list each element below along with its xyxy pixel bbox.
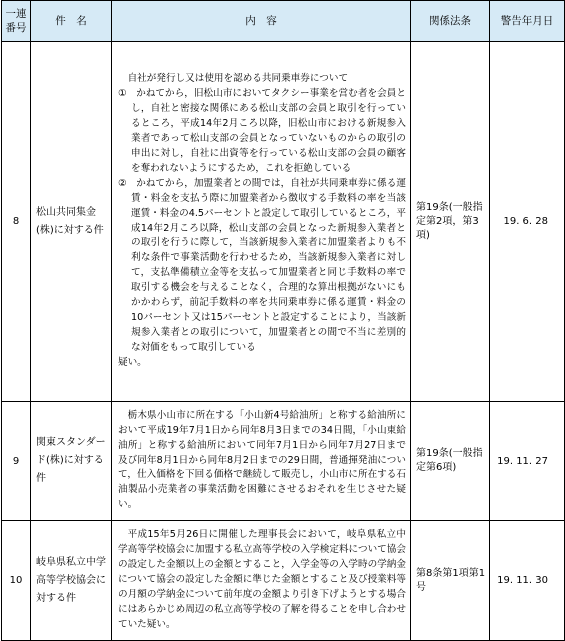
row-warning-date: 19. 11. 27 bbox=[490, 402, 565, 521]
row-content: 栃木県小山市に所在する「小山新4号給油所」と称する給油所において平成19年7月1日から同年8月3日までの34日間，「小山東給油所」と称する給油所において同年7月1日から同年7月27日まで及び同年8月1日から同年8月2日までの29日間，普通揮発油について，仕入価格を下回る価格で継続して販売し，小山市に所在する石油製品小売業者の事業活動を困難にさせるおそれを生じさせた疑い。 bbox=[112, 402, 411, 521]
row-content: 平成15年5月26日に開催した理事長会において，岐阜県私立中学高等学校協会に加盟する私立高等学校の入学検定料について協会の設定した金額以上の金額とすること，入学金等の入学時の学納金について協会の設定した金額に準じた金額とすること及び授業料等の月額の学納金について前年度の金額より引き下げようとする場合にはあらかじめ周辺の私立高等学校の了解を得ることを申し合わせていた疑い。 bbox=[112, 521, 411, 641]
row-warning-date: 19. 11. 30 bbox=[490, 521, 565, 641]
row-related-law: 第19条(一般指定第2項，第3項) bbox=[411, 42, 490, 402]
row-case-name: 関東スタンダード(株)に対する件 bbox=[31, 402, 112, 521]
table-row bbox=[2, 42, 565, 402]
header-content: 内 容 bbox=[112, 1, 411, 42]
row-serial-number: 10 bbox=[2, 521, 31, 641]
header-serial-number bbox=[2, 1, 31, 42]
header-warning-date: 警告年月日 bbox=[490, 1, 565, 42]
header-serial-line1: 一連 bbox=[5, 7, 27, 20]
table-row bbox=[2, 521, 565, 641]
header-case-name: 件 名 bbox=[31, 1, 112, 42]
header-serial-line2: 番号 bbox=[5, 22, 27, 34]
row-case-name: 岐阜県私立中学高等学校協会に対する件 bbox=[31, 521, 112, 641]
warning-cases-table bbox=[1, 0, 565, 641]
table-header-row bbox=[2, 1, 565, 42]
row-related-law: 第8条第1項第1号 bbox=[411, 521, 490, 641]
row-case-name: 松山共同集金(株)に対する件 bbox=[31, 42, 112, 402]
header-related-law: 関係法条 bbox=[411, 1, 490, 42]
row-content bbox=[112, 42, 411, 402]
content-item-1: ① かねてから，旧松山市においてタクシー事業を営む者を会員とし，自社と密接な関係にある松山支部の会員と取引を行っているところ，平成14年2月ころ以降，旧松山市における新規参入業者であって松山支部の会員となっていないものからの取引の申出に対し，自社に出資等を行っている松山支部の会員の顧客を奪われないようにするため，これを拒絶している bbox=[118, 88, 406, 174]
content-intro: 自社が発行し又は使用を認める共同乗車券について bbox=[127, 73, 349, 85]
row-related-law: 第19条(一般指定第6項) bbox=[411, 402, 490, 521]
table-row bbox=[2, 402, 565, 521]
row-warning-date: 19. 6. 28 bbox=[490, 42, 565, 402]
row-serial-number: 9 bbox=[2, 402, 31, 521]
row-serial-number: 8 bbox=[2, 42, 31, 402]
content-item-2: ② かねてから，加盟業者との間では，自社が共同乗車券に係る運賃・料金を支払う際に加盟業者から徴収する手数料の率を当該運賃・料金の4.5パーセントと設定して取引しているところ，平成14年2月ころ以降，松山支部の会員となった新規参入業者との取引を行うに際して，当該新規参入業者に加盟業者よりも不利な条件で事業活動を行わせるため，当該新規参入業者に対して，支払準備積立金等を支払って加盟業者と同じ手数料の率で取引する機会を与えることなく，合理的な算出根拠がないにもかかわらず，前記手数料の率を共同乗車券に係る運賃・料金の10パーセント又は15パーセントと設定することにより，当該新規参入業者との取引について，加盟業者との間で不当に差別的な対価をもって取引している bbox=[118, 177, 406, 353]
content-tail: 疑い。 bbox=[118, 356, 147, 368]
